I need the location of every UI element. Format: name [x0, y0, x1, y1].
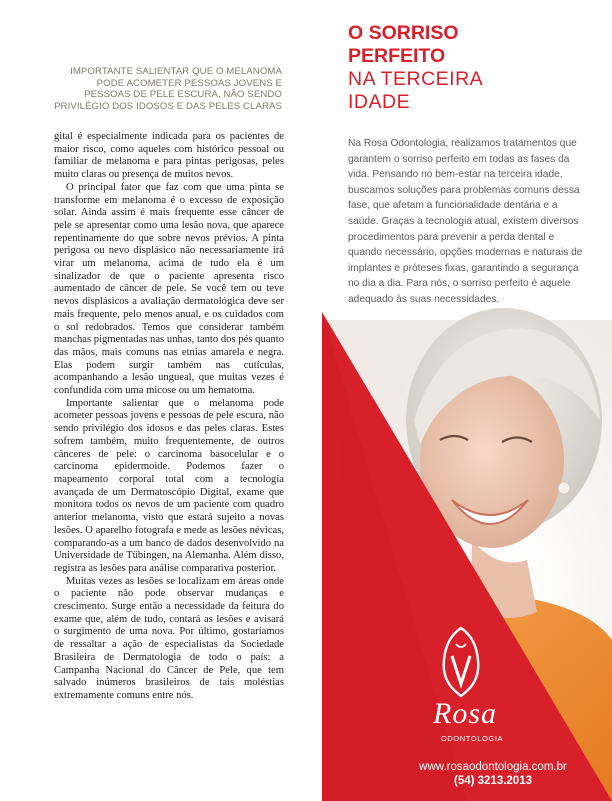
side-credit: lumenrosa.com.br — [335, 439, 341, 480]
article-paragraph-4: Muitas vezes as lesões se localizam em áreas onde o paciente não pode observar mudanças e crescimento. Surge então a necessidade da feitura do exame que, além de tudo, contará as lesões e avisará o surgimento de uma nova. Por último, gostaríamos de ressaltar a ação de especialistas da Sociedade Brasileira de Dermatologia de todo o país: a Campanha Nacional do Câncer de Pele, que tem salvado inúmeros brasileiros de tais moléstias extremamente comuns entre nós. — [54, 575, 284, 701]
article-paragraph-1: gital é especialmente indicada para os pacientes de maior risco, como aqueles com histórico pessoal ou familiar de melanoma e para pintas perigosas, peles muito claras ou presença de muitos nevos. — [54, 131, 284, 181]
pull-quote: IMPORTANTE SALIENTAR QUE O MELANOMA PODE ACOMETER PESSOAS JOVENS E PESSOAS DE PELE ESCURA, NÃO SENDO PRIVILÉGIO DOS IDOSOS E DAS PELES CLARAS — [54, 66, 282, 112]
ad-headline-line-4: IDADE — [348, 91, 411, 113]
article-paragraph-3: Importante salientar que o melanoma pode acometer pessoas jovens e pessoas de pele escura, não sendo privilégio dos idosos e das peles claras. Estes sofrem também, muito frequentemente, de outros cânceres de pele: o carcinoma basocelular e o carcinoma epidermoide. Podemos fazer o mapeamento corporal total com a tecnologia avançada de um Dermatoscópio Digital, exame que monitora todos os nevos de um paciente com quadro anterior melanoma, visto que estará sujeito a novas lesões. O aparelho fotografa e mede as lesões névicas, comparando-as a um banco de dados desenvolvido na Universidade de Tübingen, na Alemanha. Além disso, registra as lesões para análise comparativa posterior. — [54, 397, 284, 574]
article-body — [54, 131, 284, 703]
advertisement — [322, 0, 612, 801]
brand-name: Rosa — [433, 697, 497, 730]
ad-headline — [348, 22, 483, 114]
brand-subtitle: ODONTOLOGIA — [440, 734, 504, 743]
article-paragraph-2: O principal fator que faz com que uma pinta se transforme em melanoma é o excesso de exposição solar. Ainda assim é mais frequente esse câncer de pele se apresentar como uma lesão nova, que aparece repentinamente do que sobre nevos prévios. A pinta perigosa ou nevo displásico não necessariamente irá virar um melanoma, acima de tudo ela é um sinalizador de que o paciente apresenta risco aumentado de câncer de pele. Se você tem ou teve nevos displásicos a avaliação dermatológica deve ser mais frequente, pelo menos anual, e os cuidados com o sol redobrados. Temos que considerar também manchas pigmentadas nas unhas, tanto dos pés quanto das mãos, mais comuns nas etnias amarela e negra. Elas podem surgir também nas cutículas, acompanhando a lesão ungueal, que muitas vezes é confundida com uma micose ou um hematoma. — [54, 181, 284, 397]
ad-headline-line-1: O SORRISO — [348, 22, 459, 44]
ad-body-text: Na Rosa Odontologia, realizamos tratamentos que garantem o sorriso perfeito em todas as fases da vida. Pensando no bem-estar na terceira idade, buscamos soluções para problemas comuns dessa fase, que afetam a funcionalidade dentária e a saúde. Graças a tecnologia atual, existem diversos procedimentos para prevenir a perda dental e quando necessário, opções modernas e naturais de implantes e próteses fixas, garantindo a segurança no dia a dia. Para nós, o sorriso perfeito é aquele adequado às suas necessidades. — [348, 138, 583, 305]
ad-headline-line-3: NA TERCEIRA — [348, 68, 484, 90]
website-link[interactable]: www.rosaodontologia.com.br — [419, 761, 567, 773]
phone-number: (54) 3213.2013 — [453, 775, 532, 787]
ad-headline-line-2: PERFEITO — [348, 45, 446, 67]
